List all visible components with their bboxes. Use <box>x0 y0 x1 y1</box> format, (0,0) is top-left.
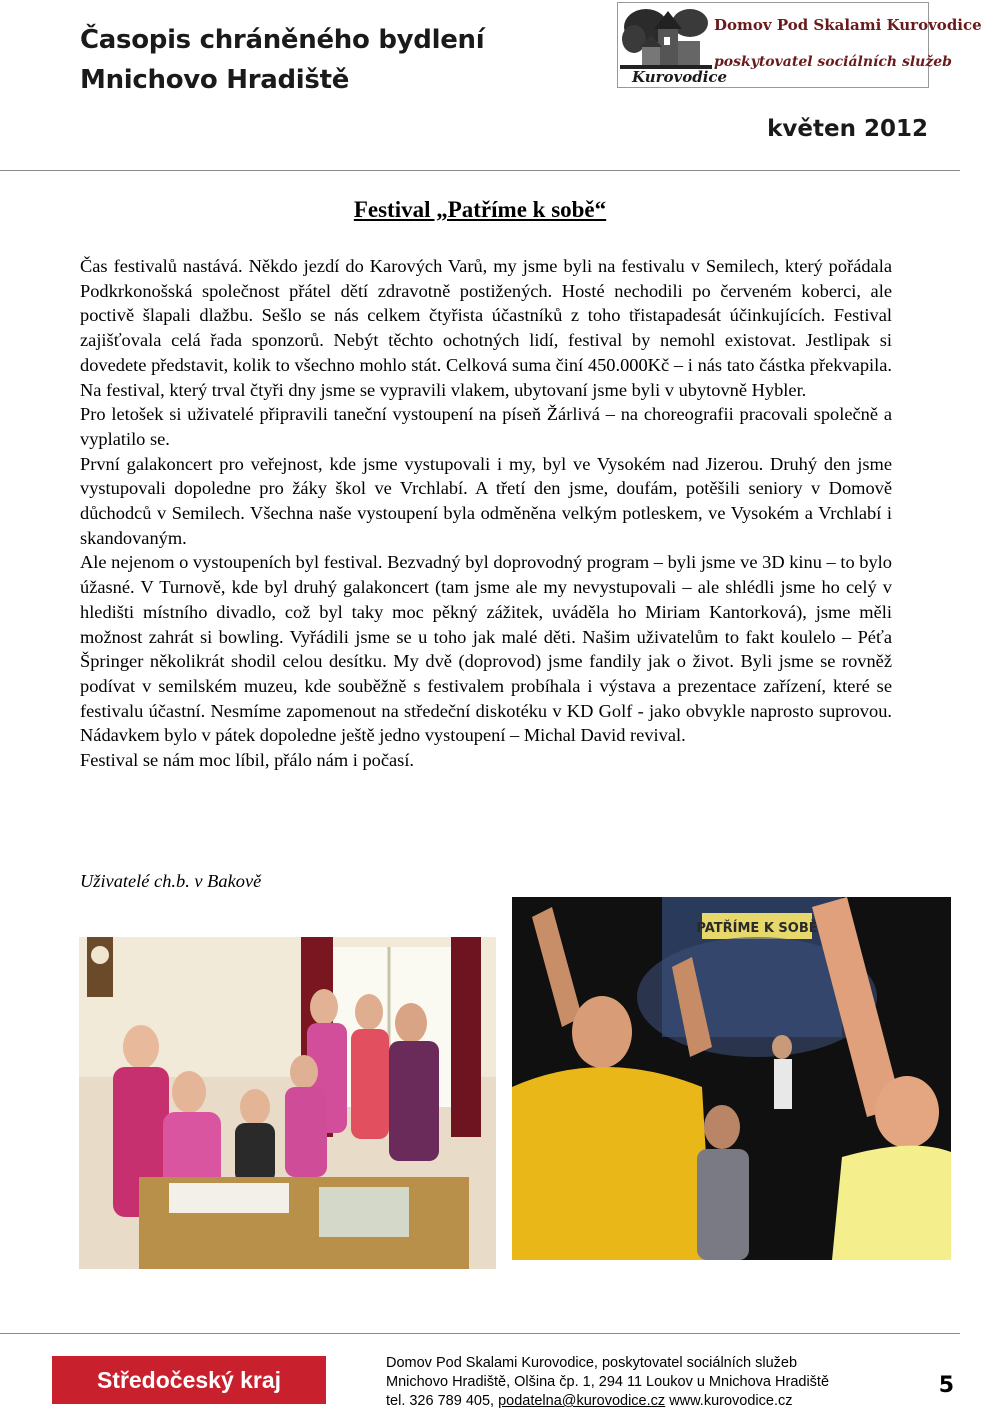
logo-subtitle: poskytovatel sociálních služeb <box>714 54 952 70</box>
article-paragraph: Ale nejenom o vystoupeních byl festival. Bezvadný byl doprovodný program – byli jsme ve 3D kinu – to bylo úžasné. V Turnově, kde byl druhý galakoncert (tam jsme ale my nevystupovali – ale shlédli jsme ho celý v hledišti místního divadlo, což byl taky moc pěkný zážitek, uváděla ho Miriam Kantorková), jsme měli možnost zahrát si bowling. Vyřádili jsme se u toho jak malé děti. Našim uživatelům to fakt koulelo – Péťa Špringer několikrát shodil celou desítku. My dvě (doprovod) jsme fandily jak o život. Byli jsme se rovněž podívat v semilském muzeu, kde souběžně s festivalem probíhala i výstava a prezentace zařízení, které se festivalu účastní. Nesmíme zapomenout na středeční diskotéku v KD Golf - jako obvykle naprosto suprovou. Nádavkem bylo v pátek dopoledne ještě jedno vystoupení – Michal David revival. <box>80 552 892 746</box>
kurovodice-logo <box>617 2 982 88</box>
article-paragraph: Čas festivalů nastává. Někdo jezdí do Karových Varů, my jsme byli na festivalu v Semilech, který pořádala Podkrkonošská společnost přátel dětí zdravotně postižených. Hosté nechodili po červeném koberci, ale poctivě šlapali dlažbu. Sešlo se nás celkem čtyřista účastníků z toho třistapadesát účinkujících. Festival zajišťovala celá řada sponzorů. Nebýt těchto ochotných lidí, festival by nemohl existovat. Jestlipak si dovedete představit, kolik to všechno mohlo stát. Celková suma činí 450.000Kč – i nás tato částka překvapila. Na festival, který trval čtyři dny jsme se vypravili vlakem, ubytovaní jsme byli v ubytovně Hybler. <box>80 256 892 400</box>
footer-line3 <box>386 1392 829 1411</box>
stage-banner-text: PATŘÍME K SOBĚ <box>696 921 818 936</box>
group-room-photo <box>79 937 496 1269</box>
article-body <box>80 254 892 773</box>
castle-logo-icon <box>620 5 728 86</box>
footer-divider <box>0 1333 960 1334</box>
article-title: Festival „Patříme k sobě“ <box>353 197 607 222</box>
magazine-title-line1: Časopis chráněného bydlení <box>80 25 485 55</box>
article-signature: Uživatelé ch.b. v Bakově <box>80 871 262 891</box>
article-paragraph: První galakoncert pro veřejnost, kde jsme vystupovali i my, byl ve Vysokém nad Jizerou. Druhý den jsme vystupovali dopoledne pro žáky škol ve Vrchlabí. A třetí den jsme, doufám, potěšili seniory v Domově důchodců v Semilech. Všechna naše vystoupení byla odměněna velkým potleskem, ve Vysokém a Vrchlabí i skandovaným. <box>80 453 892 548</box>
article-paragraph: Festival se nám moc líbil, přálo nám i počasí. <box>80 750 415 771</box>
logo-wordmark: Kurovodice <box>632 68 728 86</box>
article-paragraph: Pro letošek si uživatelé připravili taneční vystoupení na píseň Žárlivá – na choreografii pracovali společně a vyplatilo se. <box>80 404 892 449</box>
stage-dance-photo <box>512 897 951 1260</box>
footer-phone: tel. 326 789 405, <box>386 1393 495 1409</box>
sponsor-logo-text: Středočeský kraj <box>96 1367 282 1393</box>
footer-contact <box>386 1354 829 1411</box>
footer-line2: Mnichovo Hradiště, Olšina čp. 1, 294 11 Loukov u Mnichova Hradiště <box>386 1374 830 1390</box>
page-number: 5 <box>938 1373 954 1398</box>
footer-line1: Domov Pod Skalami Kurovodice, poskytovatel sociálních služeb <box>386 1355 798 1371</box>
sponsor-logo <box>52 1356 326 1404</box>
logo-name: Domov Pod Skalami Kurovodice <box>714 16 982 34</box>
magazine-title <box>80 20 484 100</box>
footer-email-link[interactable]: podatelna@kurovodice.cz <box>498 1393 666 1409</box>
issue-date: květen 2012 <box>767 116 928 142</box>
footer-web[interactable]: www.kurovodice.cz <box>669 1393 793 1409</box>
magazine-title-line2: Mnichovo Hradiště <box>80 65 350 95</box>
header-divider <box>0 170 960 171</box>
